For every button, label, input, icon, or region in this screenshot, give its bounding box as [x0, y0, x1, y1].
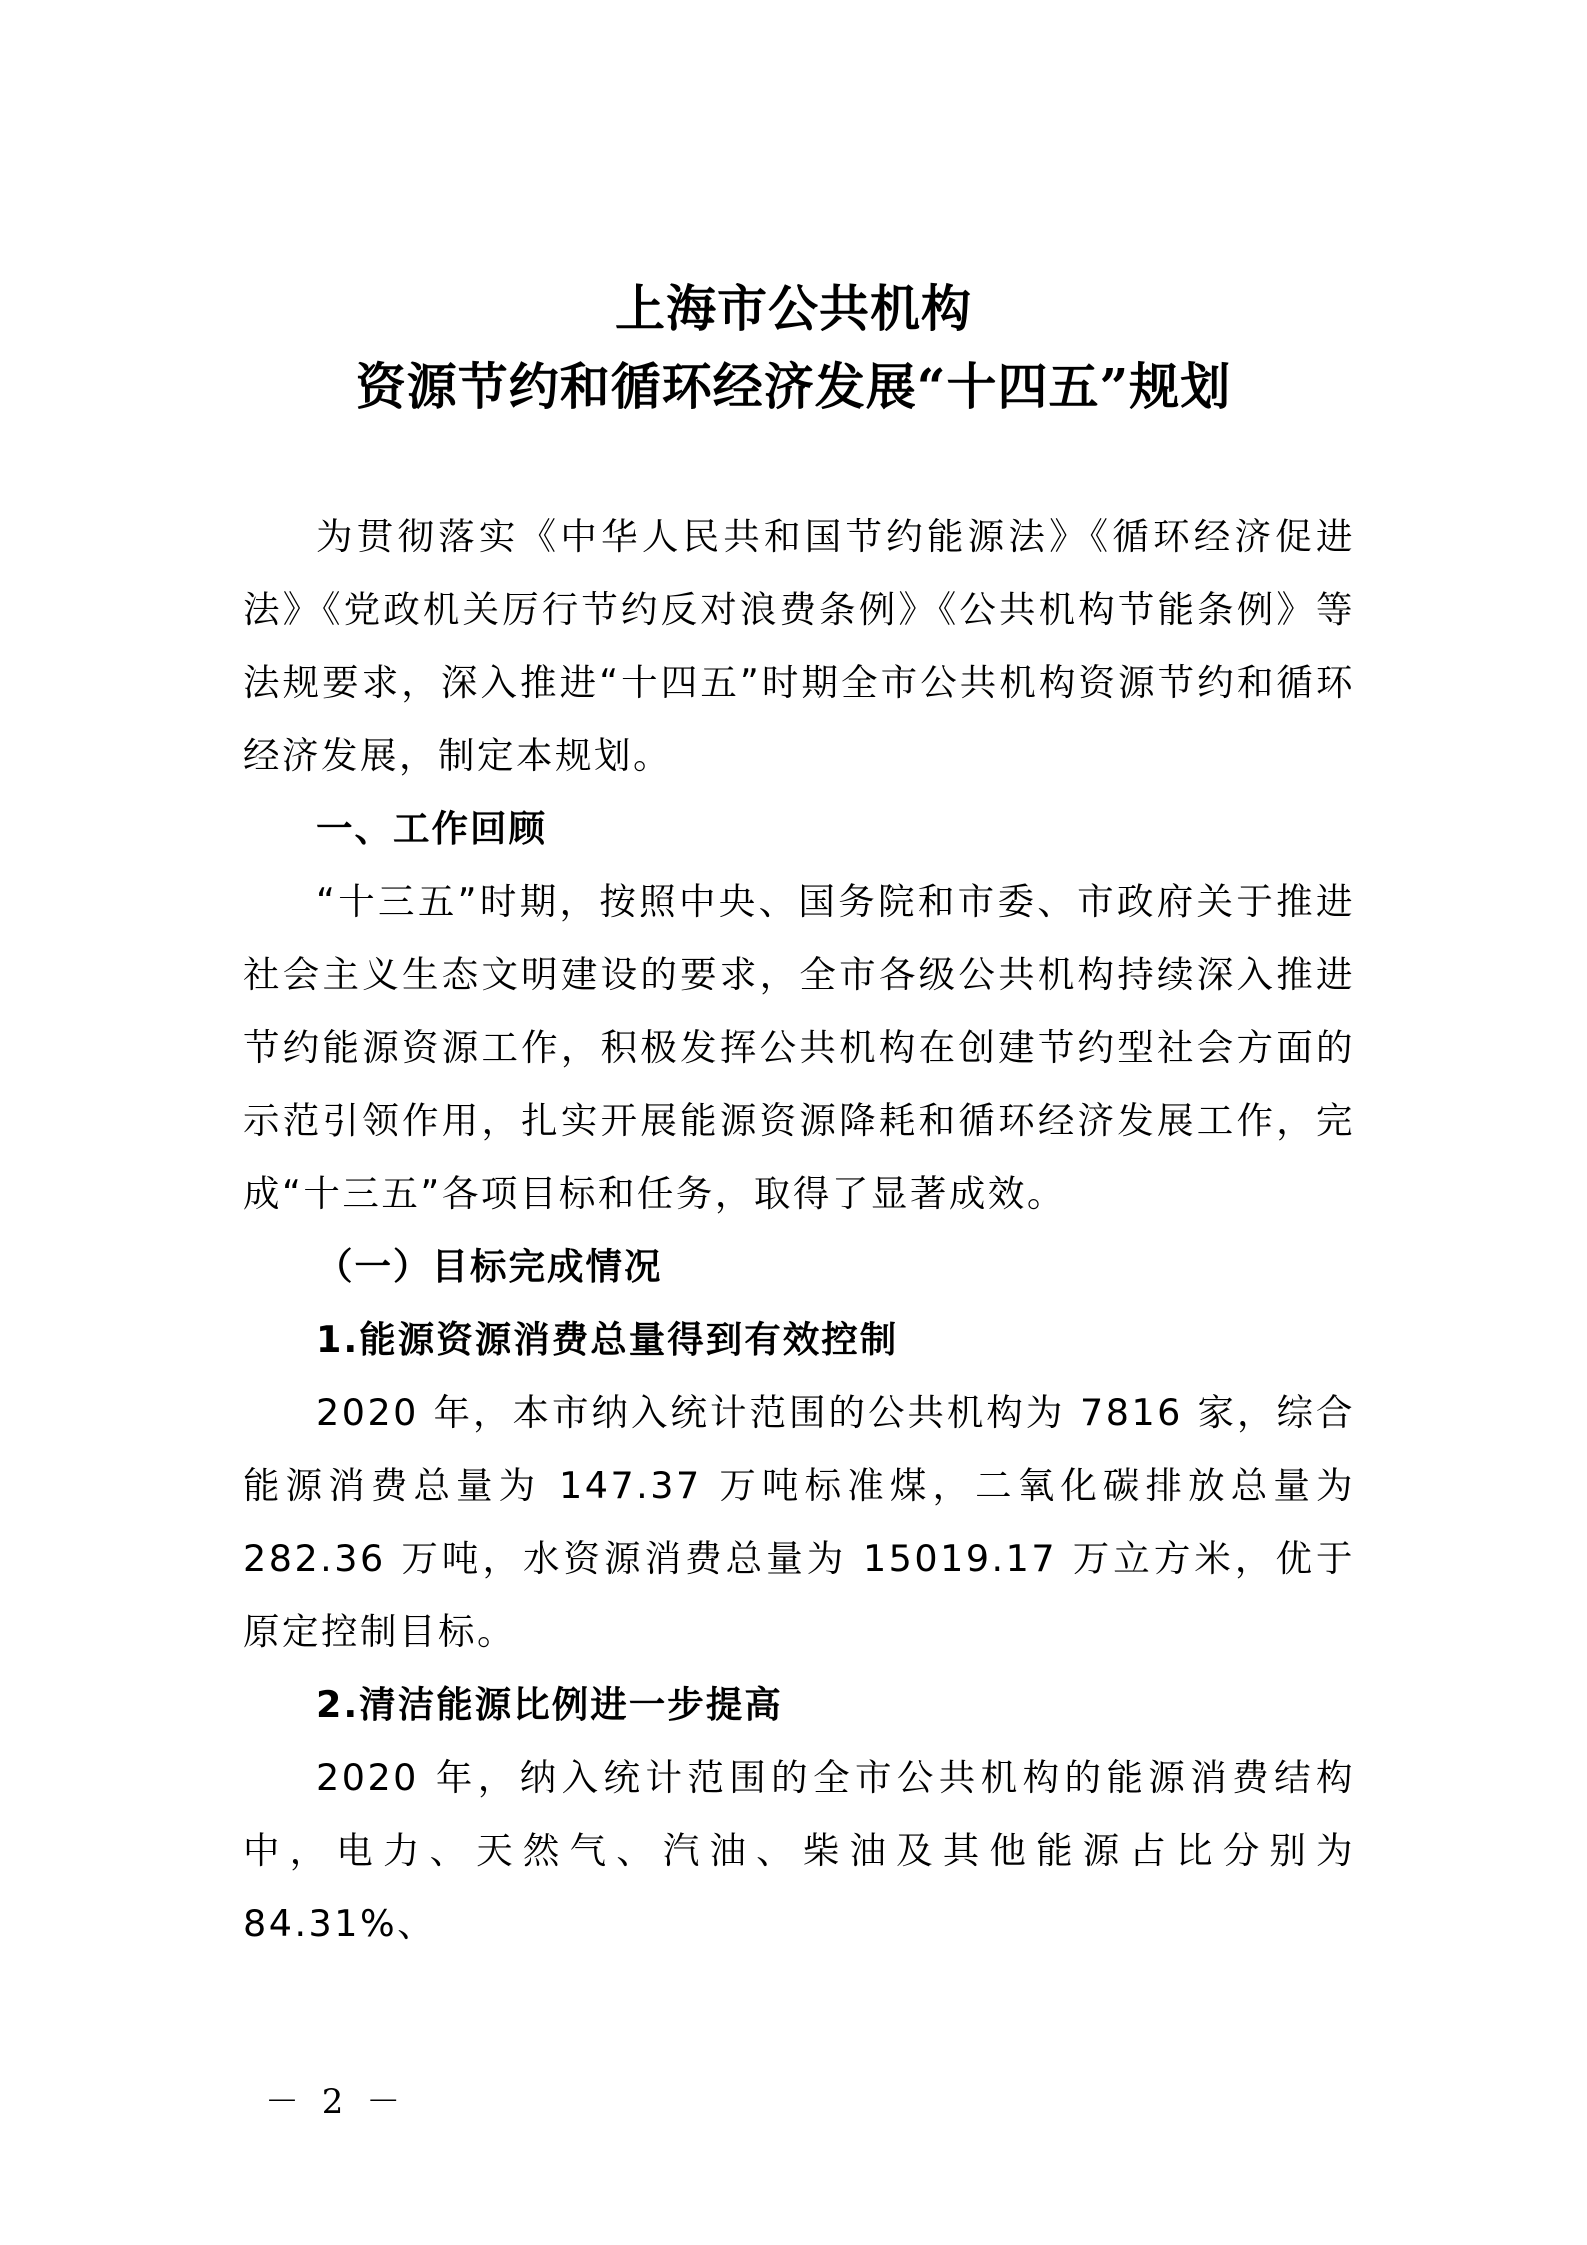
item-heading-clean-energy-ratio: 2.清洁能源比例进一步提高 — [316, 1683, 783, 1726]
section-heading-work-review: 一、工作回顾 — [316, 807, 547, 850]
document-title-line-2: 资源节约和循环经济发展“十四五”规划 — [355, 357, 1232, 416]
subsection-heading-target-completion: （一）目标完成情况 — [316, 1245, 663, 1288]
section-1-paragraph: “十三五”时期，按照中央、国务院和市委、市政府关于推进社会主义生态文明建设的要求，全市各级公共机构持续深入推进节约能源资源工作，积极发挥公共机构在创建节约型社会方面的示范引领作用，扎实开展能源资源降耗和循环经济发展工作，完成“十三五”各项目标和任务，取得了显著成效。 — [243, 880, 1355, 1215]
page-number: － 2 － — [265, 2082, 407, 2122]
item-1-paragraph: 2020 年，本市纳入统计范围的公共机构为 7816 家，综合能源消费总量为 147.37 万吨标准煤，二氧化碳排放总量为 282.36 万吨，水资源消费总量为 15019.17 万立方米，优于原定控制目标。 — [243, 1391, 1355, 1653]
item-2-paragraph: 2020 年，纳入统计范围的全市公共机构的能源消费结构中，电力、天然气、汽油、柴油及其他能源占比分别为 84.31%、 — [243, 1756, 1355, 1945]
item-heading-energy-consumption-control: 1.能源资源消费总量得到有效控制 — [316, 1318, 899, 1361]
intro-paragraph: 为贯彻落实《中华人民共和国节约能源法》《循环经济促进法》《党政机关厉行节约反对浪费条例》《公共机构节能条例》等法规要求，深入推进“十四五”时期全市公共机构资源节约和循环经济发展，制定本规划。 — [243, 515, 1355, 777]
document-title-line-1: 上海市公共机构 — [615, 279, 972, 338]
document-body — [243, 500, 1355, 1960]
